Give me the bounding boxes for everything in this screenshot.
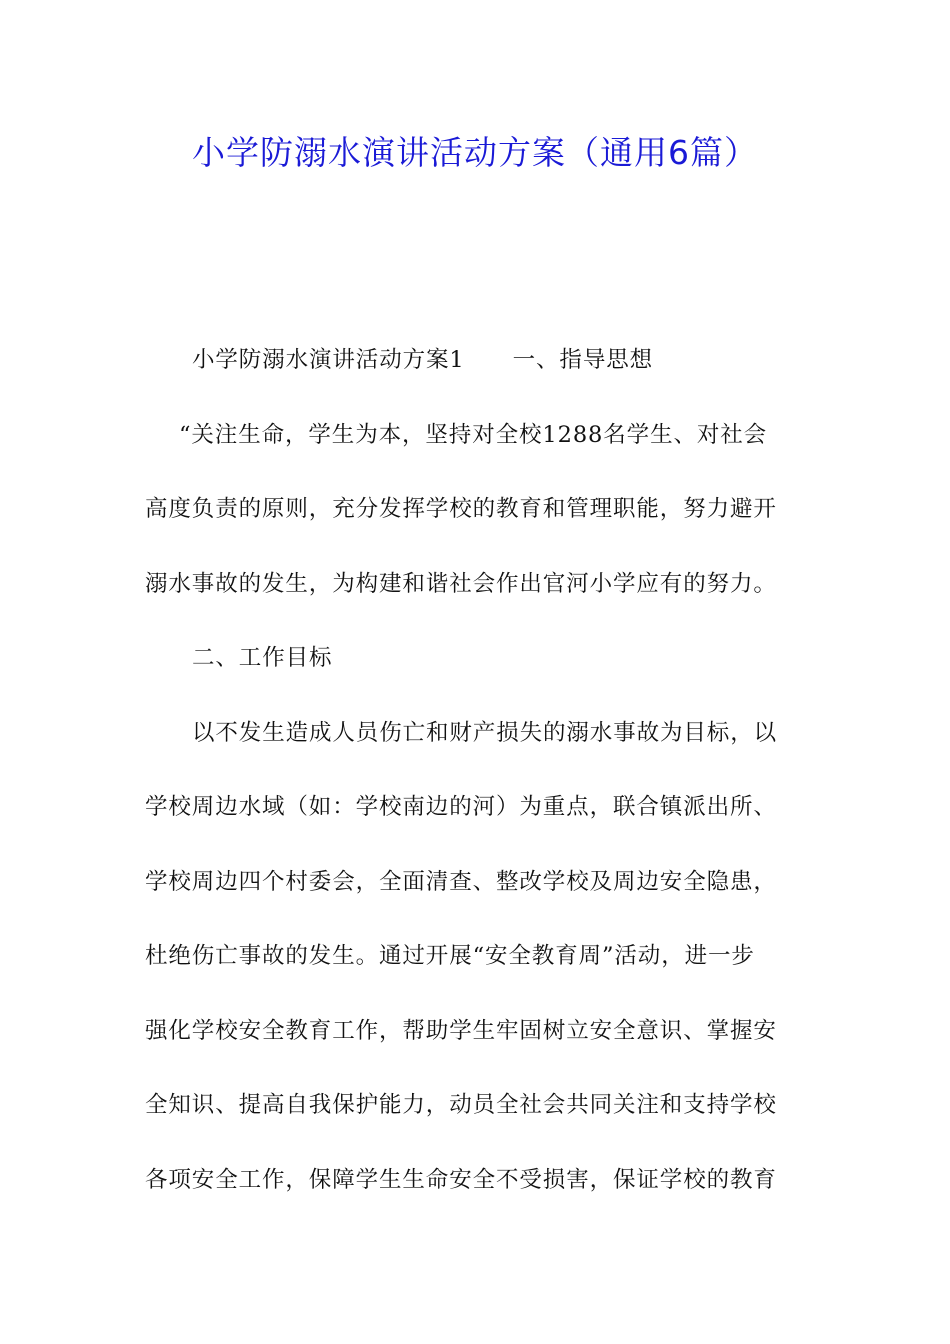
paragraph-line: 高度负责的原则，充分发挥学校的教育和管理职能，努力避开 [145,496,777,522]
paragraph-line: 全知识、提高自我保护能力，动员全社会共同关注和支持学校 [145,1092,777,1118]
paragraph-line: 以不发生造成人员伤亡和财产损失的溺水事故为目标，以 [192,719,778,746]
section-title: 小学防溺水演讲活动方案1 [192,347,465,373]
paragraph-line: 溺水事故的发生，为构建和谐社会作出官河小学应有的努力。 [145,570,777,597]
paragraph-line: “关注生命，学生为本，坚持对全校1288名学生、对社会 [179,421,768,448]
paragraph-line: 强化学校安全教育工作，帮助学生牢固树立安全意识、掌握安 [145,1017,777,1044]
heading-line [145,338,815,413]
section-heading-guiding-ideology: 一、指导思想 [512,347,654,373]
section-heading-work-goals: 二、工作目标 [192,645,333,671]
paragraph-line: 学校周边水域（如：学校南边的河）为重点，联合镇派出所、 [145,794,777,820]
document-body [145,338,815,1232]
document-title: 小学防溺水演讲活动方案（通用6篇） [192,133,758,172]
paragraph-line: 各项安全工作，保障学生生命安全不受损害，保证学校的教育 [145,1166,777,1193]
paragraph-line: 学校周边四个村委会，全面清查、整改学校及周边安全隐患， [145,868,777,895]
paragraph-line: 杜绝伤亡事故的发生。通过开展“安全教育周”活动，进一步 [145,943,755,969]
